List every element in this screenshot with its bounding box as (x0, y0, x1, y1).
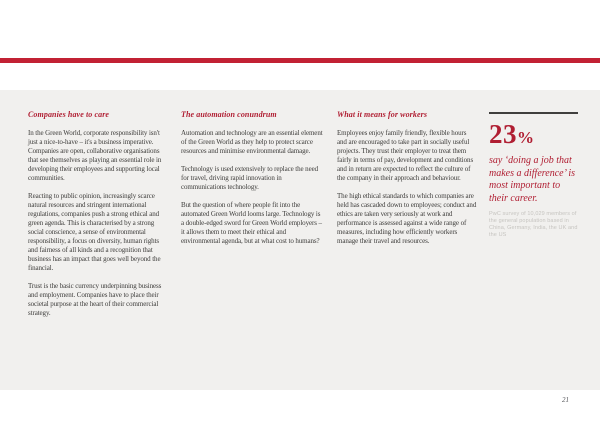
paragraph: Employees enjoy family friendly, flexible hours and are encouraged to take part in socially useful projects. They trust their employer to treat them fairly in terms of pay, development and conditions and in return are expected to reflect the culture of the company in their approach and behaviour. (337, 129, 474, 182)
paragraph: But the question of where people fit into the automated Green World looms large. Technology is a double-edged sword for Green World employers – it allows them to meet their ethical and environmental agenda, but at what cost to humans? (181, 201, 322, 245)
column-companies-have-to-care (28, 110, 170, 327)
section-heading: What it means for workers (337, 110, 428, 119)
paragraph: Trust is the basic currency underpinning business and employment. Companies have to place their societal purpose at the heart of their commercial strategy. (28, 282, 162, 317)
stat-percent-sign: % (517, 128, 534, 147)
content-panel (0, 90, 600, 390)
paragraph: The high ethical standards to which companies are held has cascaded down to employees; conduct and ethics are taken very seriously at work and performance is assessed against a wide range of measures, including how efficiently workers manage their travel and resources. (337, 192, 477, 245)
paragraph: In the Green World, corporate responsibility isn't just a nice-to-have – it's a business imperative. Companies are open, collaborative organisations that see themselves as playing an essential role in developing their employees and supporting local communities. (28, 129, 162, 182)
column-what-it-means-for-workers (337, 110, 477, 255)
stat-value (489, 121, 578, 151)
stat-divider-rule (489, 112, 578, 114)
section-heading: The automation conundrum (181, 110, 277, 119)
paragraph: Automation and technology are an essential element of the Green World as they help to protect scarce resources and minimise environmental damage. (181, 129, 323, 155)
column-automation-conundrum (181, 110, 323, 255)
stat-caption: say ‘doing a job that makes a difference’ is most important to their career. (489, 155, 575, 204)
top-accent-rule (0, 58, 600, 63)
stat-footnote: PwC survey of 10,029 members of the general population based in China, Germany, India, the UK and the US (489, 211, 578, 238)
paragraph: Technology is used extensively to replace the need for travel, driving rapid innovation in communications technology. (181, 165, 318, 191)
page-number: 21 (562, 396, 569, 404)
stat-callout (489, 110, 578, 239)
stat-number: 23 (489, 119, 517, 149)
paragraph: Reacting to public opinion, increasingly scarce natural resources and stringent international regulations, companies push a strong ethical and green agenda. This is characterised by a strong social conscience, a sense of environmental responsibility, a focus on diversity, human rights and fairness of all kinds and a recognition that business has an impact that goes well beyond the financial. (28, 192, 161, 272)
section-heading: Companies have to care (28, 110, 110, 119)
